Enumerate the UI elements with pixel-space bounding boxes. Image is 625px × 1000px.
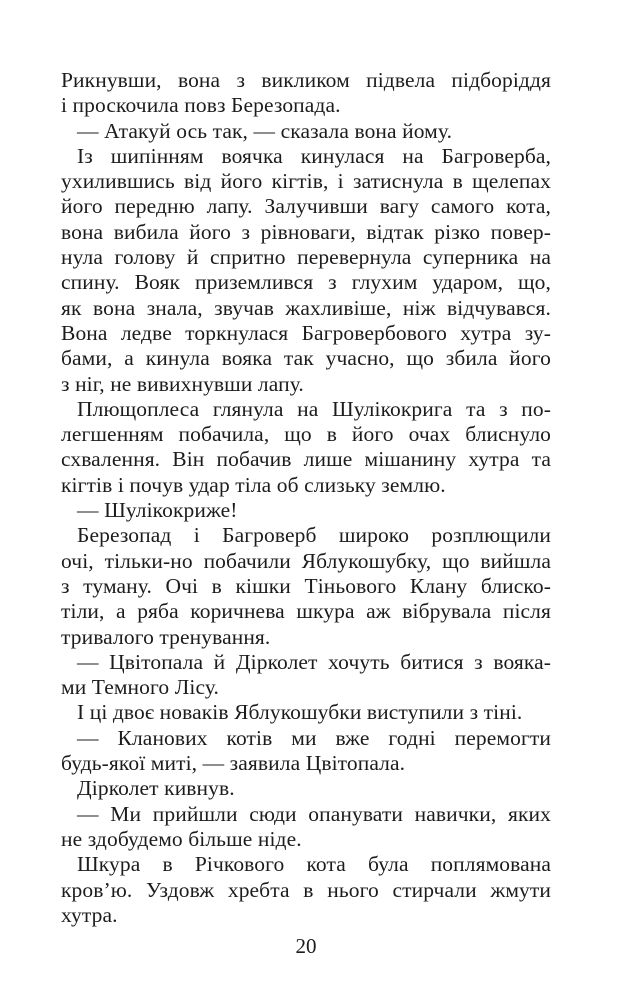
text-line: і проскочила повз Березопада.: [61, 93, 341, 118]
paragraph: [61, 144, 551, 397]
text-line: з ніг, не вивихнувши лапу.: [61, 371, 304, 396]
text-line: Із шипінням воячка кинулася на Багроверба,: [77, 143, 551, 168]
text-line: Дірколет кивнув.: [77, 776, 235, 801]
text-line: — Кланових котів ми вже годні перемогти: [77, 725, 551, 750]
paragraph: [61, 119, 551, 144]
text-line: хутра.: [61, 902, 118, 927]
text-line: — Цвітопала й Дірколет хочуть битися з вояка-: [77, 649, 551, 674]
text-line: Рикнувши, вона з викликом підвела підборіддя: [61, 68, 551, 92]
text-line: очі, тільки-но побачили Яблукошубку, що вийшла: [61, 548, 551, 573]
text-line: тривалого тренування.: [61, 624, 271, 649]
text-line: з туману. Очі в кішки Тіньового Клану блиско-: [61, 573, 551, 598]
text-line: спину. Вояк приземлився з глухим ударом, що,: [61, 270, 551, 295]
paragraph: [61, 498, 551, 523]
paragraph: [61, 68, 551, 119]
text-line: Вона ледве торкнулася Багровербового хутра зу-: [61, 320, 551, 345]
text-line: І ці двоє новаків Яблукошубки виступили з тіні.: [77, 700, 523, 725]
paragraph: [61, 802, 551, 853]
text-line: — Атакуй ось так, — сказала вона йому.: [77, 118, 453, 143]
text-line: бами, а кинула вояка так учасно, що збила його: [61, 346, 551, 371]
paragraph: [61, 523, 551, 649]
text-line: як вона знала, звучав жахливіше, ніж відчувався.: [61, 295, 551, 320]
paragraph: [61, 700, 551, 725]
text-line: кров’ю. Уздовж хребта в нього стирчали жмути: [61, 877, 551, 902]
paragraph: [61, 650, 551, 701]
text-line: ми Темного Лісу.: [61, 675, 219, 700]
text-line: не здобудемо більше ніде.: [61, 826, 302, 851]
text-line: нула голову й спритно перевернула суперника на: [61, 245, 551, 270]
paragraph: [61, 726, 551, 777]
page-number: 20: [295, 934, 317, 958]
text-line: — Ми прийшли сюди опанувати навички, яких: [77, 801, 551, 826]
paragraph: [61, 852, 551, 928]
text-line: Березопад і Багроверб широко розплющили: [77, 523, 551, 548]
text-line: схвалення. Він побачив лише мішанину хутра та: [61, 447, 551, 472]
text-line: ухилившись від його кігтів, і затиснула в щелепах: [61, 169, 551, 194]
body-text-block: [61, 68, 551, 928]
paragraph: [61, 776, 551, 801]
text-line: його передню лапу. Залучивши вагу самого кота,: [61, 194, 551, 219]
text-line: Шкура в Річкового кота була поплямована: [77, 852, 551, 877]
text-line: тіли, а ряба коричнева шкура аж вібрувала після: [61, 599, 551, 624]
text-line: будь-якої миті, — заявила Цвітопала.: [61, 751, 406, 776]
paragraph: [61, 397, 551, 498]
text-line: легшенням побачила, що в його очах блиснуло: [61, 422, 551, 447]
text-line: Плющоплеса глянула на Шулікокрига та з по-: [77, 396, 551, 421]
text-line: — Шулікокриже!: [77, 498, 238, 523]
text-line: вона вибила його з рівноваги, відтак різко повер-: [61, 219, 551, 244]
text-line: кігтів і почув удар тіла об слизьку землю.: [61, 472, 446, 497]
